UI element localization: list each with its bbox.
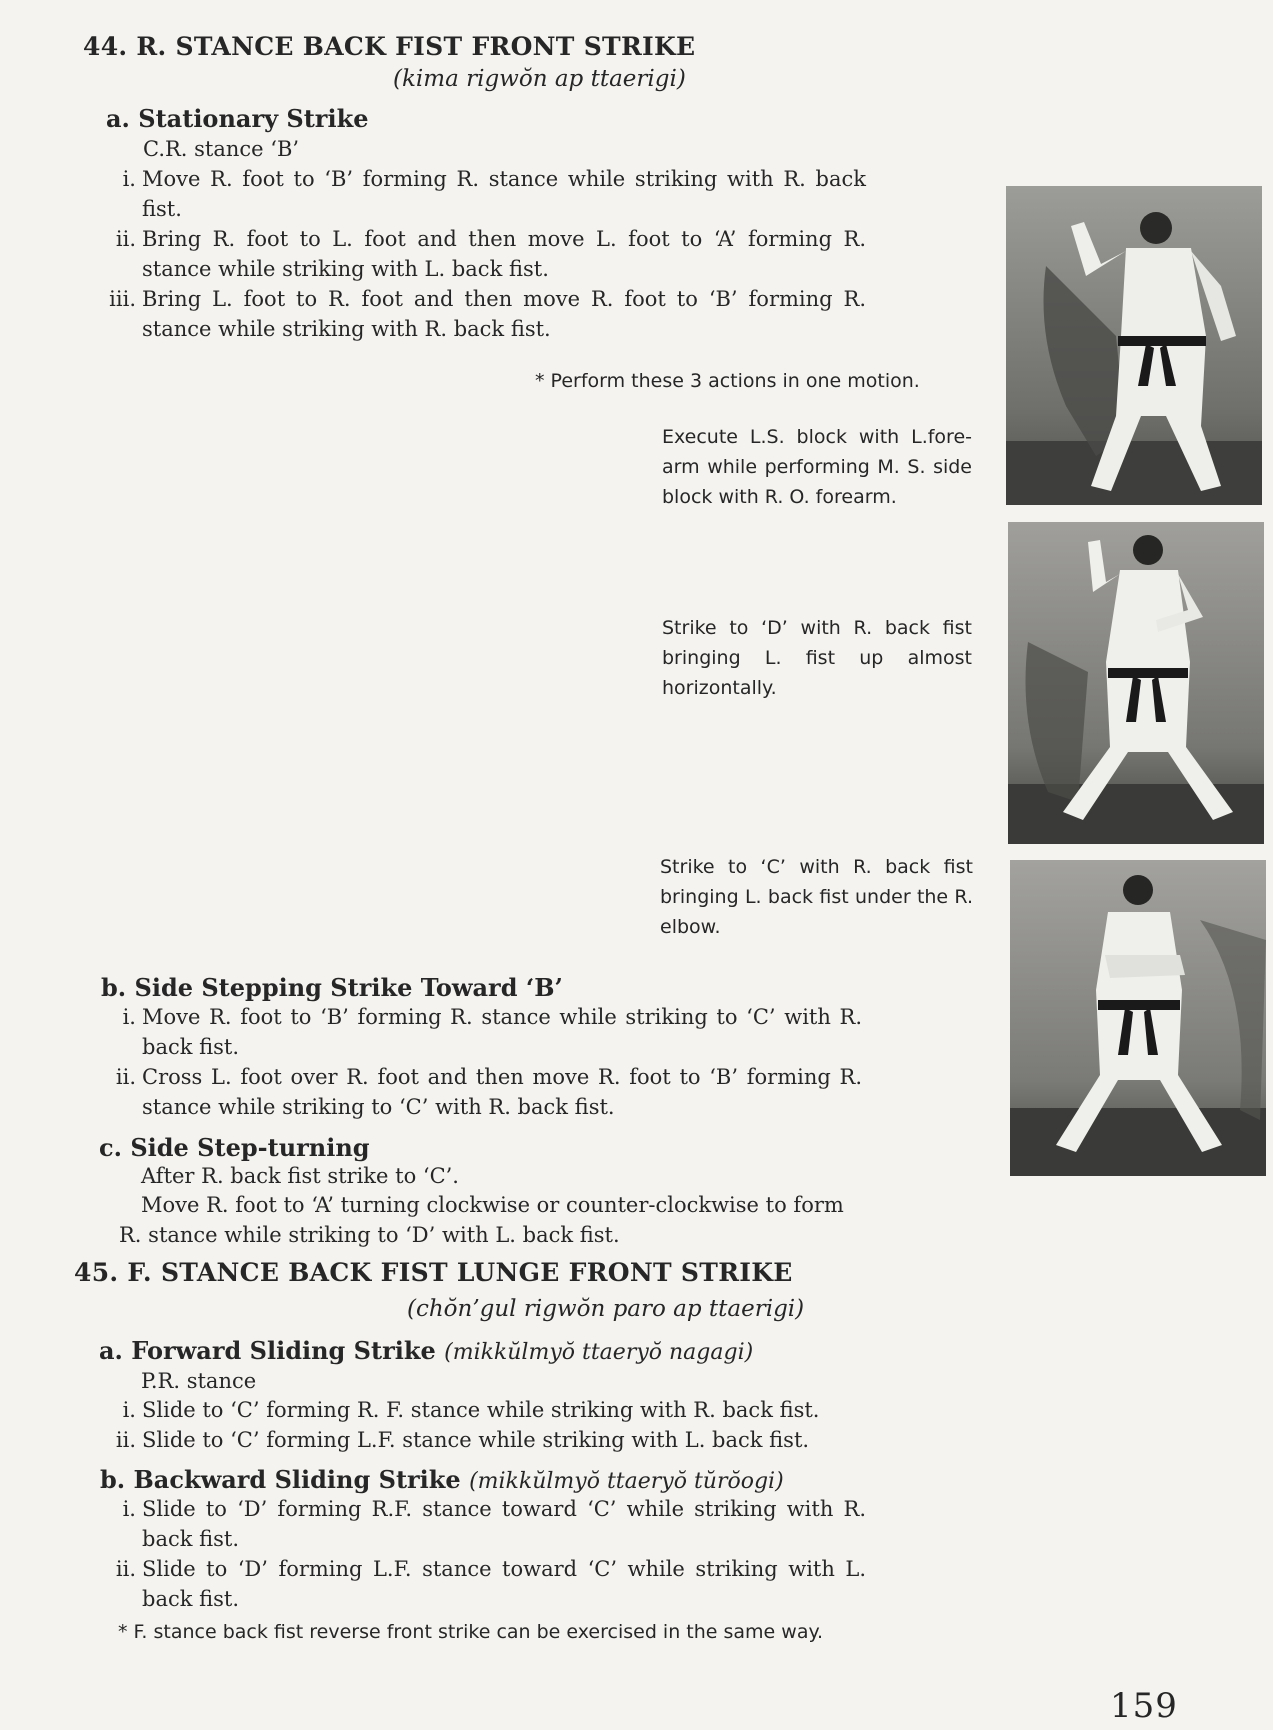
item-number: i. [122, 167, 136, 191]
list-item [100, 164, 866, 224]
section-45a-intro: P.R. stance [141, 1369, 257, 1393]
section-45b-title-text: b. Backward Sliding Strike [100, 1465, 461, 1494]
section-45a-list [100, 1395, 866, 1455]
list-item [100, 1425, 866, 1455]
section-44a-list [100, 164, 866, 344]
karate-photo-2 [1008, 522, 1264, 844]
photo-caption-2: Strike to ‘D’ with R. back fist bringing L. fist up almost horizontally. [662, 617, 972, 699]
section-45b-title [100, 1465, 784, 1494]
item-number: ii. [115, 227, 136, 251]
list-item [100, 284, 866, 344]
item-text: Move R. foot to ‘B’ forming R. stance while striking with R. back fist. [142, 167, 866, 221]
section-45a-title [99, 1336, 753, 1365]
section-44c-line1: After R. back fist strike to ‘C’. [141, 1164, 459, 1188]
list-item [100, 1554, 866, 1614]
list-item [100, 1062, 862, 1122]
section-44b-list [100, 1002, 862, 1122]
section-44c-line2: Move R. foot to ‘A’ turning clockwise or counter-clockwise to form [141, 1193, 844, 1217]
section-45-heading: 45. F. STANCE BACK FIST LUNGE FRONT STRIKE [74, 1258, 793, 1287]
photo-caption-3: Strike to ‘C’ with R. back fist bringing L. back fist under the R. elbow. [660, 856, 973, 938]
section-44c-line3: R. stance while striking to ‘D’ with L. back fist. [119, 1223, 620, 1247]
list-item [100, 1395, 866, 1425]
karate-photo-1 [1006, 186, 1262, 505]
section-44-subtitle: (kima rigwŏn ap ttaerigi) [393, 66, 686, 92]
item-text: Slide to ‘D’ forming L.F. stance toward ‘C’ while striking with L. back fist. [142, 1557, 866, 1611]
section-44a-note: * Perform these 3 actions in one motion. [535, 370, 920, 392]
item-number: ii. [115, 1428, 136, 1452]
item-text: Bring L. foot to R. foot and then move R. foot to ‘B’ forming R. stance while striking with R. back fist. [142, 287, 866, 341]
section-45b-list [100, 1494, 866, 1614]
photo-caption-1: Execute L.S. block with L.fore-arm while performing M. S. side block with R. O. forearm. [662, 426, 972, 508]
section-45a-title-text: a. Forward Sliding Strike [99, 1336, 436, 1365]
item-number: iii. [109, 287, 136, 311]
section-44-heading: 44. R. STANCE BACK FIST FRONT STRIKE [83, 32, 696, 61]
item-number: ii. [115, 1557, 136, 1581]
item-text: Slide to ‘C’ forming L.F. stance while striking with L. back fist. [142, 1428, 810, 1452]
page-number: 159 [1110, 1686, 1178, 1726]
section-45-subtitle: (chŏn’gul rigwŏn paro ap ttaerigi) [407, 1296, 805, 1322]
item-number: ii. [115, 1065, 136, 1089]
item-number: i. [122, 1497, 136, 1521]
item-text: Slide to ‘C’ forming R. F. stance while striking with R. back fist. [142, 1398, 820, 1422]
item-number: i. [122, 1005, 136, 1029]
item-text: Slide to ‘D’ forming R.F. stance toward ‘C’ while striking with R. back fist. [142, 1497, 866, 1551]
section-44a-intro: C.R. stance ‘B’ [143, 137, 300, 161]
item-number: i. [122, 1398, 136, 1422]
item-text: Cross L. foot over R. foot and then move R. foot to ‘B’ forming R. stance while striking to ‘C’ with R. back fist. [142, 1065, 862, 1119]
section-45-note: * F. stance back fist reverse front strike can be exercised in the same way. [118, 1621, 824, 1643]
section-45a-title-romanized: (mikkŭlmyŏ ttaeryŏ nagagi) [444, 1340, 754, 1365]
list-item [100, 1002, 862, 1062]
section-44c-title: c. Side Step-turning [99, 1133, 370, 1162]
item-text: Bring R. foot to L. foot and then move L. foot to ‘A’ forming R. stance while striking with L. back fist. [142, 227, 866, 281]
item-text: Move R. foot to ‘B’ forming R. stance while striking to ‘C’ with R. back fist. [142, 1005, 862, 1059]
section-45b-title-romanized: (mikkŭlmyŏ ttaeryŏ tŭrŏogi) [469, 1469, 784, 1494]
list-item [100, 1494, 866, 1554]
section-44a-title: a. Stationary Strike [106, 104, 369, 133]
list-item [100, 224, 866, 284]
karate-photo-3 [1010, 860, 1266, 1176]
section-44b-title: b. Side Stepping Strike Toward ‘B’ [101, 973, 563, 1002]
